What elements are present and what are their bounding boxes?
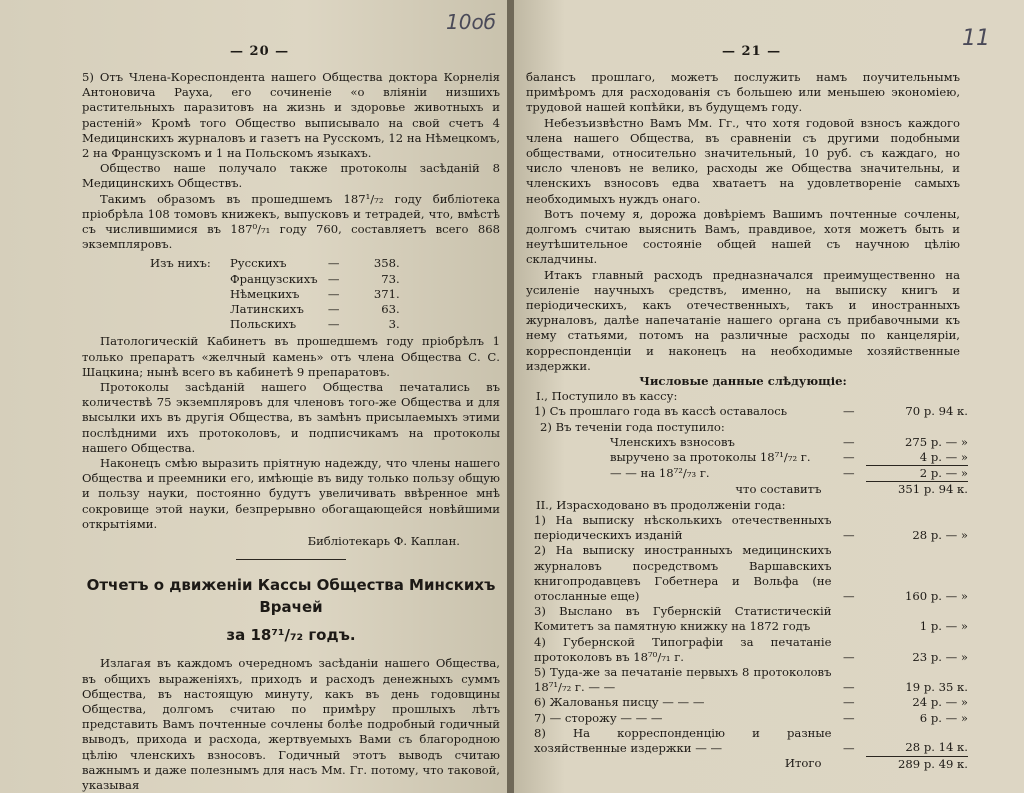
language-name: Русскихъ xyxy=(230,256,287,271)
expense-label: 1) На выписку нѣсколькихъ отечественныхъ періодическихъ изданій xyxy=(534,512,832,543)
expense-row: 8) На корреспонденцію и разные хозяйственные издержки — — — 28 р. 14 к. xyxy=(534,725,968,755)
languages-label: Изъ нихъ: xyxy=(150,256,211,271)
income-row xyxy=(534,420,968,435)
language-count: 73. xyxy=(381,271,400,286)
language-count: 371. xyxy=(373,286,400,301)
expense-amount: 6 р. — » xyxy=(919,710,968,725)
expense-label: 8) На корреспонденцію и разные хозяйственные издержки — — xyxy=(534,725,832,755)
income-amount: 4 р. — » xyxy=(919,450,968,465)
expense-total-row xyxy=(534,756,968,772)
income-heading: I., Поступило въ кассу: xyxy=(536,389,678,404)
handwritten-folio-note: 10об xyxy=(446,10,497,34)
paragraph-library-total: Такимъ образомъ въ прошедшемъ 187¹/₇₂ году библіотека пріобрѣла 108 томовъ книжекъ, выпусковъ и тетрадей, что, вмѣстѣ съ числившимися въ 187⁰/₇₁ году 760, составляетъ всего 868 экземпляровъ. xyxy=(82,191,500,252)
paragraph-main-expense: Итакъ главный расходъ предназначался преимущественно на усиленіе научныхъ средствъ, именно, на выписку книгъ и періодическихъ, какъ отечественныхъ, такъ и иностранныхъ журналовъ, далѣе напечатаніе нашего органа съ прибавочными къ нему статьями, потомъ на различные расходы по канцеляріи, корреспонденціи и наконецъ на необходимые хозяйственные издержки. xyxy=(526,267,960,373)
languages-row: Французскихъ — 73. xyxy=(230,271,400,286)
expense-label: 2) На выписку иностранныхъ медицинскихъ журналовъ посредствомъ Варшавскихъ книгопродавцевъ Гобетнера и Вольфа (не отосланные еще) xyxy=(534,543,832,603)
paragraph-protocols-received: Общество наше получало также протоколы засѣданій 8 Медицинскихъ Обществъ. xyxy=(82,161,500,191)
right-page-number: — 21 — xyxy=(722,44,782,59)
income-row: 1) Съ прошлаго года въ кассѣ оставалось — 70 р. 94 к. xyxy=(534,404,968,419)
income-amount: 70 р. 94 к. xyxy=(905,404,968,419)
income-label: 2) Въ теченіи года поступило: xyxy=(540,419,725,434)
income-total-row xyxy=(534,482,968,498)
languages-row: Польскихъ — 3. xyxy=(230,317,400,332)
expense-label: 6) Жалованья писцу — — — xyxy=(534,695,705,710)
handwritten-folio-note: 11 xyxy=(962,26,990,51)
expense-label: 4) Губернской Типографіи за печатаніе протоколовъ въ 18⁷⁰/₇₁ г. xyxy=(534,634,832,664)
expense-row: 1) На выписку нѣсколькихъ отечественныхъ періодическихъ изданій — 28 р. — » xyxy=(534,512,968,543)
language-count: 3. xyxy=(388,317,400,332)
languages-row: Латинскихъ — 63. xyxy=(230,302,400,317)
languages-table xyxy=(150,256,400,332)
expense-row: 5) Туда-же за печатаніе первыхъ 8 протоколовъ 18⁷¹/₇₂ г. — — — 19 р. 35 к. xyxy=(534,664,968,695)
numeric-heading: Числовые данные слѣдующіе: xyxy=(639,374,847,389)
expense-amount: 23 р. — » xyxy=(912,649,968,664)
expense-row: 4) Губернской Типографіи за печатаніе протоколовъ въ 18⁷⁰/₇₁ г. — 23 р. — » xyxy=(534,634,968,664)
paragraph-closing-hope: Наконецъ смѣю выразить пріятную надежду, что члены нашего Общества и преемники его, имѣющіе въ виду только пользу общую и пользу науки, постоянно будутъ увеличивать ввѣренное мнѣ сокровище этой науки, безпрерывно обогащающейся новѣйшими открытіями. xyxy=(82,456,500,531)
expense-amount: 28 р. 14 к. xyxy=(905,740,968,755)
expense-row: 6) Жалованья писцу — — — — 24 р. — » xyxy=(534,695,968,710)
cash-report-subtitle: за 18⁷¹/₇₂ годъ. xyxy=(226,626,356,645)
left-page xyxy=(0,0,508,793)
paragraph-explain: Вотъ почему я, дорожа довѣріемъ Вашимъ почтенные сочлены, долгомъ считаю выяснить Вамъ, правдивое, хотя можетъ быть и неутѣшительное состояніе общей нашей съ научною цѣлію складчины. xyxy=(526,206,960,267)
income-label: выручено за протоколы 18⁷¹/₇₂ г. xyxy=(610,450,811,465)
left-page-number: — 20 — xyxy=(230,44,290,59)
librarian-signature: Библіотекарь Ф. Каплан. xyxy=(307,534,460,549)
income-table xyxy=(534,404,968,497)
income-total-label: что составитъ xyxy=(735,482,822,497)
expense-label: 7) — сторожу — — — xyxy=(534,710,663,725)
left-text-block xyxy=(82,70,500,793)
expense-amount: 24 р. — » xyxy=(912,695,968,710)
expense-table xyxy=(534,513,968,772)
language-count: 358. xyxy=(373,256,400,271)
expense-total: 289 р. 49 к. xyxy=(866,756,968,772)
expense-amount: 19 р. 35 к. xyxy=(905,680,968,695)
language-count: 63. xyxy=(381,302,400,317)
expense-row: 7) — сторожу — — — — 6 р. — » xyxy=(534,710,968,725)
languages-row: Изъ нихъ: Русскихъ — 358. xyxy=(150,256,400,271)
expense-heading: II., Израсходовано въ продолженіи года: xyxy=(536,497,786,512)
income-label: Членскихъ взносовъ xyxy=(610,434,735,449)
expense-row: 2) На выписку иностранныхъ медицинскихъ журналовъ посредствомъ Варшавскихъ книгопродавцевъ Гобетнера и Вольфа (не отосланные еще) — 160 р. — » xyxy=(534,543,968,603)
income-amount: 2 р. — » xyxy=(866,466,968,482)
income-label: — — на 18⁷²/₇₃ г. xyxy=(610,466,710,481)
expense-label: 3) Выслано въ Губернскій Статистическій Комитетъ за памятную книжку на 1872 годъ xyxy=(534,604,832,634)
paragraph-protocol-printing: Протоколы засѣданій нашего Общества печатались въ количествѣ 75 экземпляровъ для членовъ того-же Общества и для высылки ихъ въ другія Общества, въ замѣнъ присылаемыхъ этими послѣдними ихъ протоколовъ, и подписчикамъ на протоколы нашего Общества. xyxy=(82,380,500,455)
right-page xyxy=(514,0,1024,793)
expense-total-label: Итого xyxy=(784,756,822,771)
paragraph-pathology: Патологическій Кабинетъ въ прошедшемъ году пріобрѣлъ 1 только препаратъ «желчный камень» отъ члена Общества С. С. Шацкина; нынѣ всего въ кабинетѣ 9 препаратовъ. xyxy=(82,334,500,379)
income-row: Членскихъ взносовъ — 275 р. — » xyxy=(534,435,968,450)
paragraph-dues: Небезъизвѣстно Вамъ Мм. Гг., что хотя годовой взносъ каждого члена нашего Общества, въ сравненіи съ другими подобными обществами, относительно значительный, 10 руб. съ каждаго, но число членовъ не велико, расходы же Общества значительны, и членскихъ взносовъ едва хватаетъ на удовлетвореніе самыхъ необходимыхъ нуждъ онаго. xyxy=(526,115,960,206)
language-name: Нѣмецкихъ xyxy=(230,286,300,301)
language-name: Польскихъ xyxy=(230,317,297,332)
expense-label: 5) Туда-же за печатаніе первыхъ 8 протоколовъ 18⁷¹/₇₂ г. — — xyxy=(534,664,832,695)
income-row: — — на 18⁷²/₇₃ г. — 2 р. — » xyxy=(534,466,968,482)
income-row: выручено за протоколы 18⁷¹/₇₂ г. — 4 р. — » xyxy=(534,450,968,466)
expense-amount: 160 р. — » xyxy=(905,588,968,603)
cash-report-title: Отчетъ о движеніи Кассы Общества Минскихъ Врачей xyxy=(86,576,496,617)
paragraph-donation: 5) Отъ Члена-Кореспондента нашего Общества доктора Корнелія Антоновича Рауха, его сочиненіе «о вліяніи низшихъ растительныхъ паразитовъ на жизнь и здоровье животныхъ и растеній» Кромѣ того Общество выписывало на свой счетъ 4 Медицинскихъ журналовъ и газетъ на Русскомъ, 12 на Нѣмецкомъ, 2 на Французскомъ и 1 на Польскомъ языкахъ. xyxy=(82,70,500,161)
expense-amount: 28 р. — » xyxy=(912,528,968,543)
paragraph-cash-intro: Излагая въ каждомъ очередномъ засѣданіи нашего Общества, въ общихъ выраженіяхъ, приходъ и расходъ денежныхъ суммъ Общества, въ настоящую минуту, какъ въ день годовщины Общества, долгомъ считаю по примѣру прошлыхъ лѣтъ представить Вамъ почтенные сочлены болѣе подробный годичный выводъ, прихода и расхода, жертвуемыхъ Вами съ благородною цѣлію членскихъ взносовъ. Годичный этотъ выводъ считаю важнымъ и даже полезнымъ для насъ Мм. Гг. потому, что таковой, указывая xyxy=(82,656,500,792)
paragraph-balance: балансъ прошлаго, можетъ послужить намъ поучительнымъ примѣромъ для расходованія съ большею или меньшею экономіею, трудовой нашей копѣйки, въ будущемъ году. xyxy=(526,70,960,115)
section-divider xyxy=(236,559,346,560)
expense-amount: 1 р. — » xyxy=(919,619,968,634)
language-name: Французскихъ xyxy=(230,271,318,286)
languages-row: Нѣмецкихъ — 371. xyxy=(230,286,400,301)
income-label: 1) Съ прошлаго года въ кассѣ оставалось xyxy=(534,404,788,419)
language-name: Латинскихъ xyxy=(230,302,304,317)
expense-row xyxy=(534,604,968,634)
income-amount: 275 р. — » xyxy=(905,434,968,449)
right-text-block xyxy=(526,70,968,772)
income-total: 351 р. 94 к. xyxy=(866,482,968,498)
